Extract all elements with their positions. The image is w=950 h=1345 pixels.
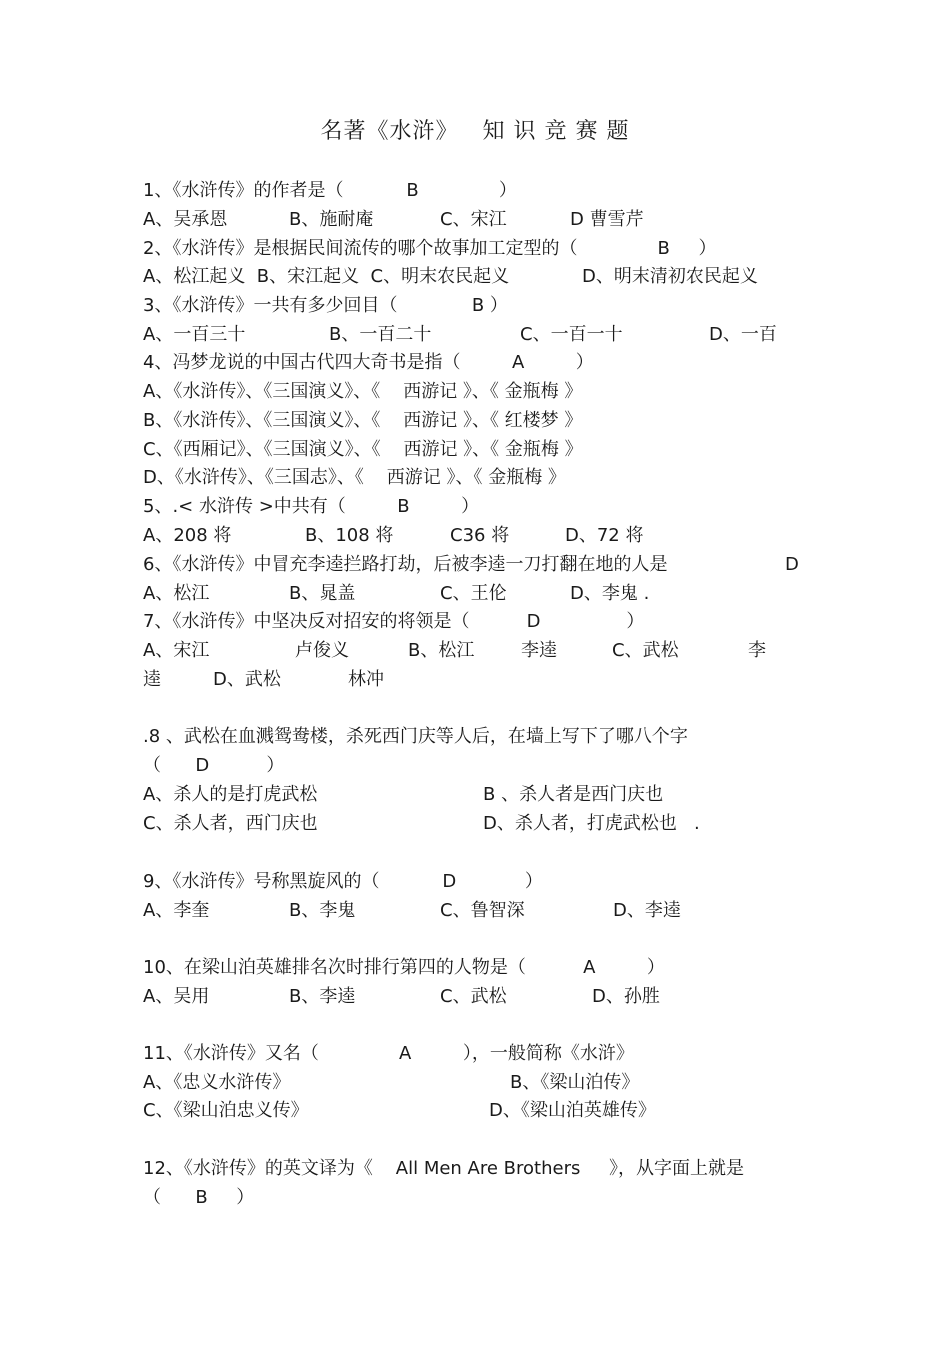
page-title: 名著《水浒》 知 识 竞 赛 题 <box>320 119 630 144</box>
question-12-answer: （ B ） <box>143 1187 255 1208</box>
option-a: A、杀人的是打虎武松 <box>143 784 318 805</box>
question-2-options <box>143 262 758 291</box>
question-12: 12、《水浒传》的英文译为《 All Men Are Brothers 》，从字面上就是 <box>143 1158 744 1179</box>
option-c: C、武松 <box>612 640 679 661</box>
question-7-options-cont <box>143 665 384 694</box>
question-4: 4、冯梦龙说的中国古代四大奇书是指（ A ） <box>143 352 594 373</box>
question-1-options <box>143 205 644 234</box>
option-d: D、《梁山泊英雄传》 <box>489 1100 656 1121</box>
question-5-options <box>143 521 644 550</box>
option-b: B、晁盖 <box>289 583 356 604</box>
option-c: C、王伦 <box>440 583 507 604</box>
option-d-extra: 林冲 <box>348 669 384 690</box>
option-d: D、武松 <box>213 669 281 690</box>
option-c: C36 将 <box>450 525 510 546</box>
option-a: A、宋江 <box>143 640 210 661</box>
option-abc: A、松江起义 B、宋江起义 C、明末农民起义 <box>143 266 510 287</box>
question-8-options-cd <box>143 809 700 838</box>
option-b: B、《梁山泊传》 <box>510 1072 640 1093</box>
option-d: D、明末清初农民起义 <box>582 266 758 287</box>
option-d: D、一百 <box>709 324 777 345</box>
option-a: A、李奎 <box>143 900 210 921</box>
option-b: B、松江 <box>408 640 475 661</box>
question-4-option-d: D、《水浒传》、《三国志》、《 西游记 》、《 金瓶梅 》 <box>143 467 566 488</box>
option-b: B、李逵 <box>289 986 356 1007</box>
question-6-answer: D <box>785 554 799 575</box>
question-4-option-c: C、《西厢记》、《三国演义》、《 西游记 》、《 金瓶梅 》 <box>143 439 583 460</box>
question-7: 7、《水浒传》中坚决反对招安的将领是（ D ） <box>143 611 645 632</box>
question-7-options <box>143 636 766 665</box>
question-10-options <box>143 982 660 1011</box>
option-d: D、李逵 <box>613 900 681 921</box>
question-2: 2、《水浒传》是根据民间流传的哪个故事加工定型的（ B ） <box>143 238 717 259</box>
question-8: .8 、武松在血溅鸳鸯楼，杀死西门庆等人后，在墙上写下了哪八个字 <box>143 726 688 747</box>
option-d: D、孙胜 <box>592 986 660 1007</box>
option-a: A、一百三十 <box>143 324 246 345</box>
question-4-option-a: A、《水浒传》、《三国演义》、《 西游记 》、《 金瓶梅 》 <box>143 381 583 402</box>
question-5: 5、.< 水浒传 >中共有（ B ） <box>143 496 480 517</box>
question-4-option-b: B、《水浒传》、《三国演义》、《 西游记 》、《 红楼梦 》 <box>143 410 583 431</box>
question-11-options-cd <box>143 1096 656 1125</box>
option-c-extra: 李 <box>748 640 766 661</box>
option-c: C、一百一十 <box>520 324 623 345</box>
option-b: B 、杀人者是西门庆也 <box>483 784 664 805</box>
question-6 <box>143 550 799 579</box>
option-b: B、施耐庵 <box>289 209 374 230</box>
option-c: C、宋江 <box>440 209 507 230</box>
option-b-extra: 李逵 <box>521 640 557 661</box>
question-3: 3、《水浒传》一共有多少回目（ B ） <box>143 295 508 316</box>
option-c: C、武松 <box>440 986 507 1007</box>
question-10: 10、在梁山泊英雄排名次时排行第四的人物是（ A ） <box>143 957 665 978</box>
option-a: A、吴用 <box>143 986 210 1007</box>
option-b: B、李鬼 <box>289 900 356 921</box>
option-c: C、鲁智深 <box>440 900 525 921</box>
question-9: 9、《水浒传》号称黑旋风的（ D ） <box>143 871 543 892</box>
option-d: D、72 将 <box>565 525 644 546</box>
option-a: A、208 将 <box>143 525 232 546</box>
question-11-options-ab <box>143 1068 640 1097</box>
question-8-options-ab <box>143 780 664 809</box>
question-8-answer: （ D ） <box>143 755 285 776</box>
option-c: C、《梁山泊忠义传》 <box>143 1100 309 1121</box>
option-a-extra: 卢俊义 <box>295 640 349 661</box>
option-d: D、杀人者，打虎武松也 . <box>483 813 700 834</box>
option-c-extra-cont: 逵 <box>143 669 161 690</box>
option-c: C、杀人者，西门庆也 <box>143 813 318 834</box>
option-a: A、吴承恩 <box>143 209 228 230</box>
question-11: 11、《水浒传》又名（ A ），一般简称《水浒》 <box>143 1043 634 1064</box>
question-1: 1、《水浒传》的作者是（ B ） <box>143 180 517 201</box>
option-a: A、松江 <box>143 583 210 604</box>
option-d: D、李鬼 . <box>570 583 650 604</box>
option-d: D 曹雪芹 <box>570 209 644 230</box>
option-b: B、108 将 <box>305 525 394 546</box>
question-6-text: 6、《水浒传》中冒充李逵拦路打劫，后被李逵一刀打翻在地的人是 <box>143 554 668 575</box>
option-b: B、一百二十 <box>329 324 432 345</box>
question-9-options <box>143 896 681 925</box>
option-a: A、《忠义水浒传》 <box>143 1072 291 1093</box>
question-3-options <box>143 320 777 349</box>
question-6-options <box>143 579 650 608</box>
